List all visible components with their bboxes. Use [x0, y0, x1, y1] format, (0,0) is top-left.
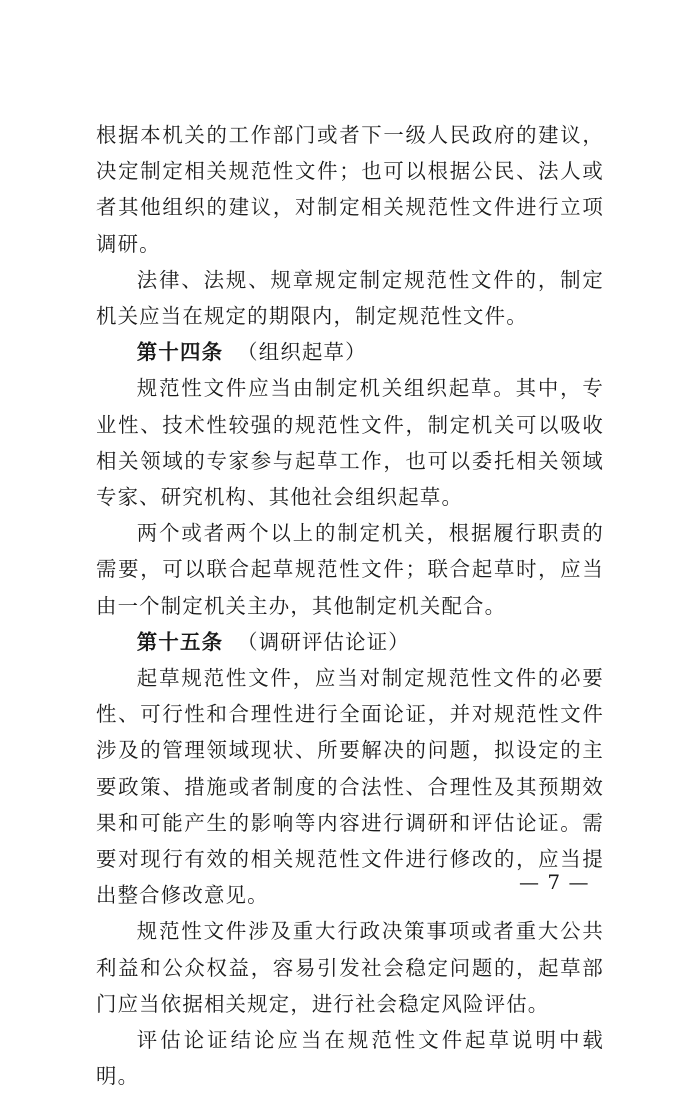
article-14-heading-line [96, 334, 604, 370]
article-paragraph: 规范性文件应当由制定机关组织起草。其中，专业性、技术性较强的规范性文件，制定机关可以吸收相关领域的专家参与起草工作，也可以委托相关领域专家、研究机构、其他社会组织起草。 [96, 376, 604, 510]
body-paragraph: 根据本机关的工作部门或者下一级人民政府的建议，决定制定相关规范性文件；也可以根据公民、法人或者其他组织的建议，对制定相关规范性文件进行立项调研。 [96, 123, 604, 256]
article-paragraph: 评估论证结论应当在规范性文件起草说明中载明。 [96, 1028, 604, 1089]
article-paragraph: 两个或者两个以上的制定机关，根据履行职责的需要，可以联合起草规范性文件；联合起草时，应当由一个制定机关主办，其他制定机关配合。 [96, 521, 604, 618]
article-paragraph: 起草规范性文件，应当对制定规范性文件的必要性、可行性和合理性进行全面论证，并对规范性文件涉及的管理领域现状、所要解决的问题，拟设定的主要政策、措施或者制度的合法性、合理性及其预期效果和可能产生的影响等内容进行调研和评估论证。需要对现行有效的相关规范性文件进行修改的，应当提出整合修改意见。 [96, 666, 604, 908]
document-body [96, 117, 604, 1094]
article-subject: （调研评估论证） [237, 629, 410, 654]
body-paragraph: 法律、法规、规章规定制定规范性文件的，制定机关应当在规定的期限内，制定规范性文件。 [96, 267, 604, 329]
article-heading: 第十五条 [136, 629, 224, 654]
article-subject: （组织起草） [237, 340, 367, 365]
article-15-heading-line [96, 624, 604, 660]
article-heading: 第十四条 [136, 340, 224, 365]
article-paragraph: 规范性文件涉及重大行政决策事项或者重大公共利益和公众权益，容易引发社会稳定问题的，起草部门应当依据相关规定，进行社会稳定风险评估。 [96, 919, 604, 1016]
page-number: — 7 — [519, 870, 590, 894]
